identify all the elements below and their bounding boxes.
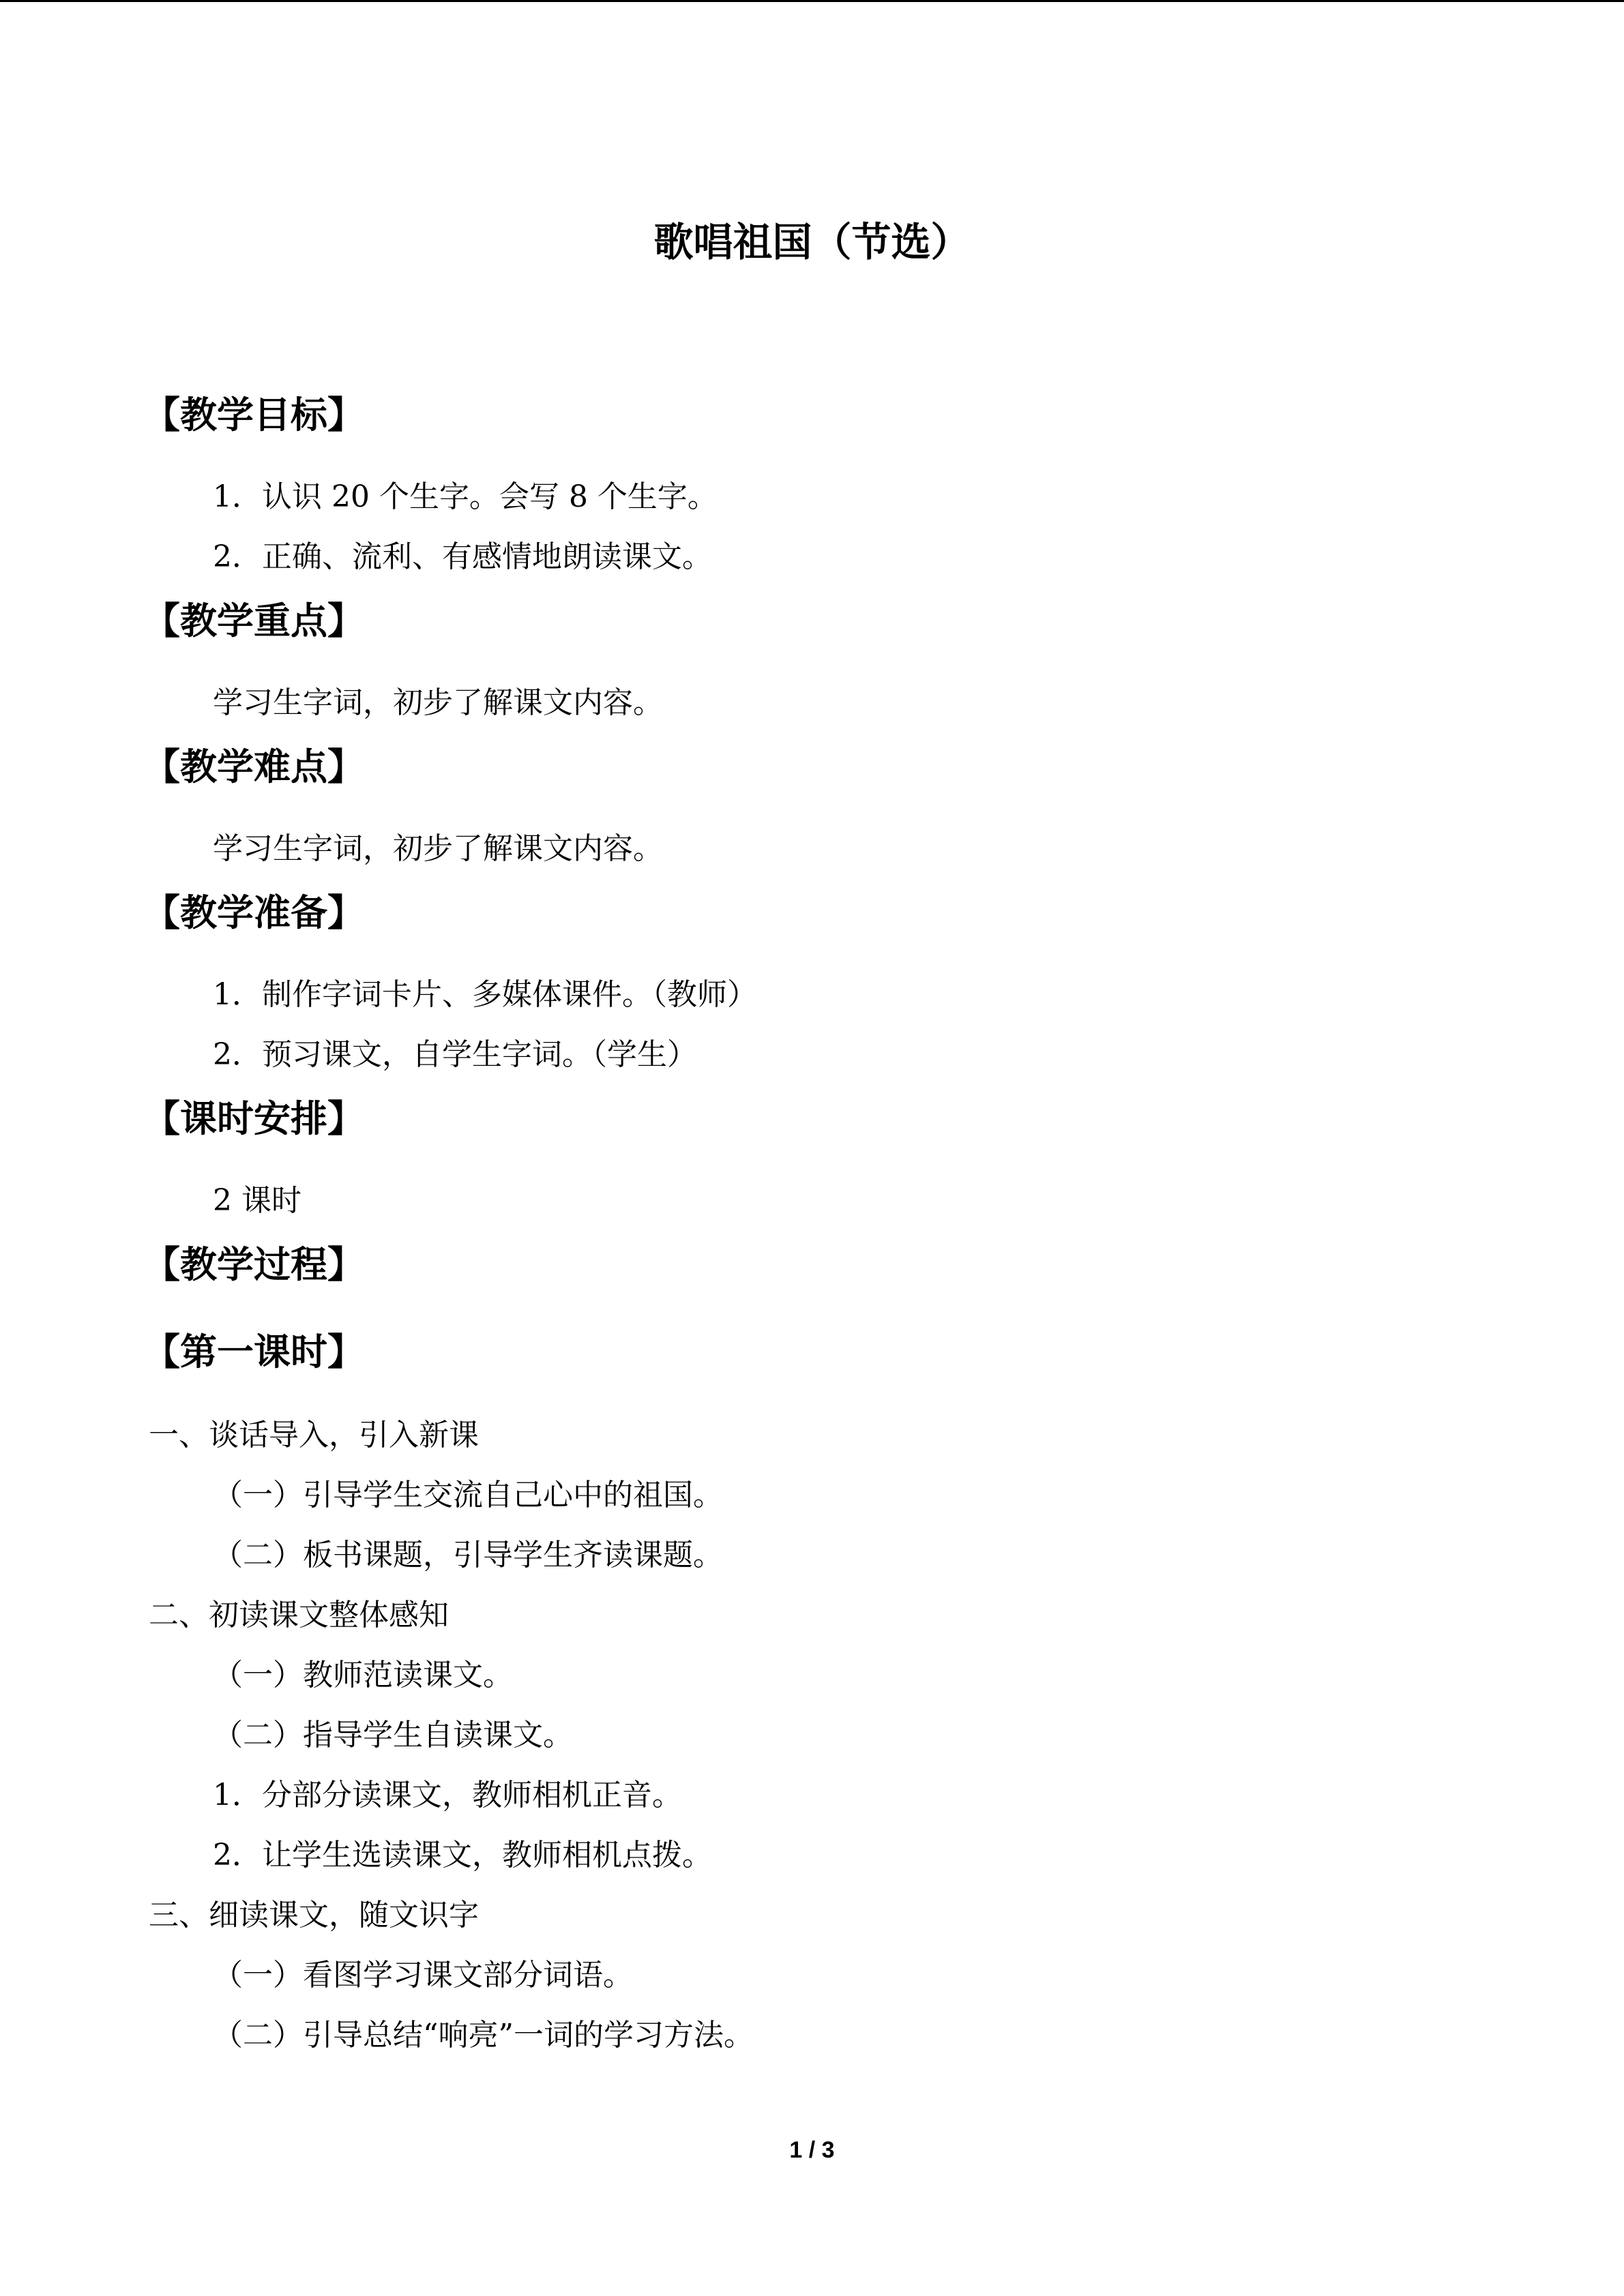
step-item: （一）看图学习课文部分词语。 (213, 1958, 633, 1993)
heading-objectives: 【教学目标】 (143, 393, 364, 436)
key-points-text: 学习生字词，初步了解课文内容。 (213, 685, 663, 720)
preparation-item: 2．预习课文，自学生字词。（学生） (213, 1037, 697, 1072)
heading-preparation: 【教学准备】 (143, 891, 364, 934)
schedule-text: 2 课时 (213, 1183, 301, 1218)
heading-key-points: 【教学重点】 (143, 599, 364, 642)
step-item: 2．让学生选读课文，教师相机点拨。 (213, 1838, 712, 1873)
heading-first-lesson: 【第一课时】 (143, 1330, 364, 1373)
step-title: 三、细读课文，随文识字 (149, 1898, 479, 1933)
page-number: 1 / 3 (789, 2137, 835, 2163)
step-title: 二、初读课文整体感知 (149, 1598, 449, 1632)
step-item: （二）指导学生自读课文。 (213, 1718, 573, 1753)
objective-item: 1．认识 20 个生字。会写 8 个生字。 (213, 479, 718, 514)
step-item: （二）引导总结“响亮”一词的学习方法。 (213, 2018, 754, 2053)
step-item: （一）教师范读课文。 (213, 1658, 513, 1693)
objective-item: 2．正确、流利、有感情地朗读课文。 (213, 539, 712, 574)
step-title: 一、谈话导入，引入新课 (149, 1418, 479, 1452)
difficulties-text: 学习生字词，初步了解课文内容。 (213, 831, 663, 866)
step-item: （二）板书课题，引导学生齐读课题。 (213, 1538, 723, 1572)
step-item: （一）引导学生交流自己心中的祖国。 (213, 1478, 723, 1512)
page-title: 歌唱祖国（节选） (653, 219, 971, 265)
heading-schedule: 【课时安排】 (143, 1097, 364, 1140)
heading-process: 【教学过程】 (143, 1243, 364, 1286)
preparation-item: 1．制作字词卡片、多媒体课件。（教师） (213, 977, 757, 1012)
step-item: 1．分部分读课文，教师相机正音。 (213, 1778, 682, 1813)
heading-difficulties: 【教学难点】 (143, 745, 364, 788)
